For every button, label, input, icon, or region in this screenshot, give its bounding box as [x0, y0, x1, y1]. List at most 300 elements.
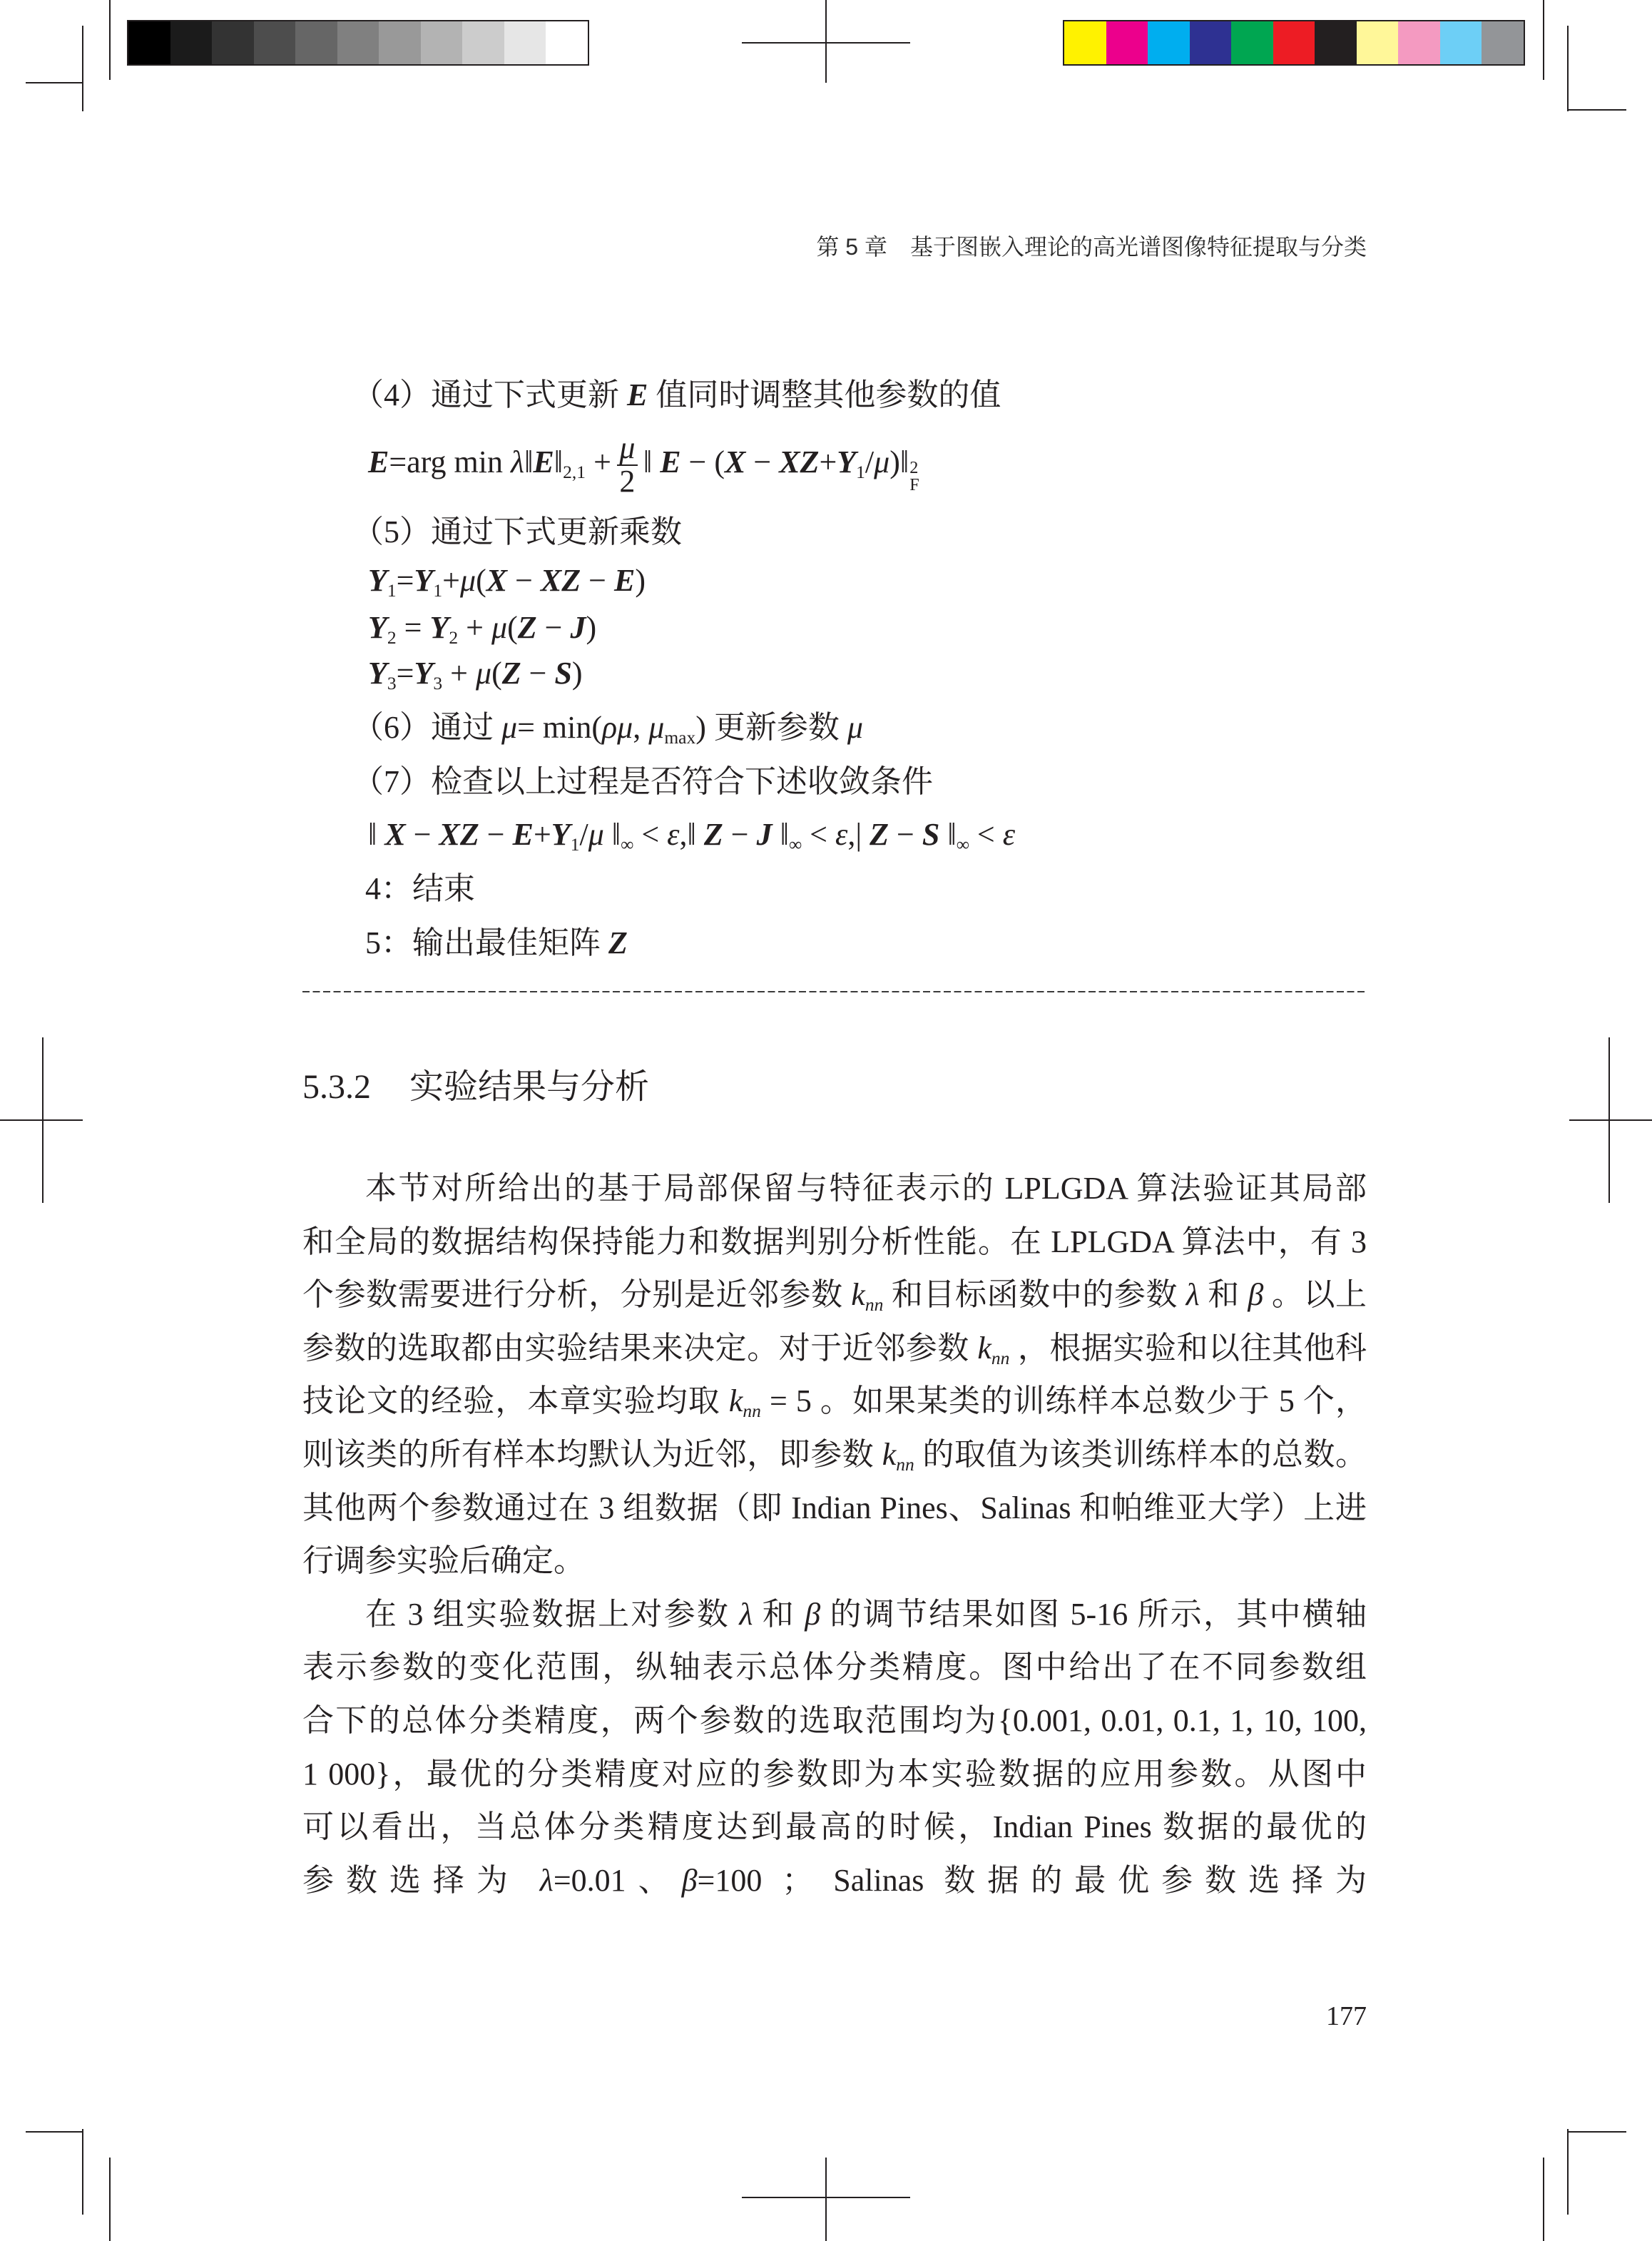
math-symbol: Y	[368, 610, 387, 645]
crop-mark-top-left	[26, 0, 110, 111]
math-variable	[728, 1383, 761, 1422]
text-run	[633, 817, 667, 852]
math-variable	[588, 817, 604, 852]
text-run	[865, 444, 874, 479]
math-variable	[554, 656, 571, 691]
text-content: ‖	[368, 817, 385, 852]
math-variable	[502, 656, 521, 691]
math-symbol: J	[756, 817, 773, 852]
text-content: 1 000}，最优的分类精度对应的参数即为本实验数据的应用参数。从图中	[302, 1757, 1367, 1792]
math-symbol: X	[725, 444, 746, 479]
text-content: ‖	[524, 444, 534, 479]
text-content: ,|	[847, 817, 870, 852]
text-content: −	[521, 656, 555, 691]
convergence-condition	[368, 808, 1015, 862]
math-symbol: XZ	[779, 444, 820, 479]
text-content: ‖	[603, 817, 621, 852]
text-content: +	[442, 563, 460, 598]
math-variable	[847, 710, 863, 745]
math-symbol: ε	[835, 817, 848, 852]
text-run	[302, 1650, 1367, 1684]
math-variable	[627, 377, 648, 412]
crop-mark-left-middle	[0, 1037, 83, 1203]
math-variable	[460, 563, 476, 598]
math-symbol: E	[368, 444, 389, 479]
grayscale-swatch	[337, 21, 379, 64]
text-content: (	[507, 610, 518, 645]
text-content: )	[586, 610, 597, 645]
text-content: +	[533, 817, 551, 852]
grayscale-swatch	[128, 21, 170, 64]
math-variable	[414, 656, 443, 694]
math-variable	[608, 925, 628, 960]
text-run	[1200, 1277, 1248, 1312]
math-symbol: k	[882, 1437, 897, 1472]
math-variable	[513, 817, 534, 852]
text-run	[397, 563, 414, 598]
math-symbol: X	[384, 817, 406, 852]
page-number: 177	[1326, 2001, 1367, 2031]
math-variable	[805, 1597, 820, 1632]
text-content: 合下的总体分类精度，两个参数的选取范围均为{0.001, 0.01, 0.1, 1, 10, 100,	[302, 1703, 1367, 1738]
math-variable	[368, 563, 397, 601]
text-run	[581, 563, 614, 598]
text-run	[889, 817, 922, 852]
math-variable	[660, 444, 680, 479]
text-run	[695, 710, 847, 745]
text-run	[507, 563, 541, 598]
math-variable	[518, 610, 537, 645]
text-run	[633, 710, 648, 745]
text-content: +	[442, 656, 476, 691]
text-run	[802, 817, 835, 852]
math-symbol: J	[570, 610, 586, 645]
text-run	[648, 377, 1001, 412]
text-content: 和目标函数中的参数	[883, 1277, 1186, 1312]
math-variable	[667, 817, 679, 852]
fraction	[617, 432, 638, 498]
subscript: max	[664, 727, 696, 748]
text-run	[302, 1224, 1367, 1259]
text-run	[302, 1757, 1367, 1792]
color-swatch	[1315, 21, 1357, 64]
math-symbol: μ	[874, 444, 890, 479]
text-run	[397, 610, 430, 645]
text-run	[302, 1809, 1367, 1844]
math-symbol: Z	[501, 656, 521, 691]
math-symbol: S	[554, 656, 572, 691]
math-symbol: λ	[1186, 1277, 1200, 1312]
text-run	[352, 514, 682, 549]
math-symbol: ρμ	[602, 710, 633, 745]
math-symbol: λ	[539, 1863, 554, 1898]
math-variable	[779, 444, 819, 479]
math-variable	[725, 444, 745, 479]
crop-mark-right-middle	[1569, 1037, 1652, 1203]
math-variable	[511, 444, 524, 479]
math-symbol: μ	[847, 710, 864, 745]
text-run	[772, 817, 802, 855]
subscript: 3	[387, 673, 397, 694]
text-content: （7）检查以上过程是否符合下述收敛条件	[352, 764, 933, 799]
math-variable	[870, 817, 889, 852]
math-symbol: μ	[588, 817, 604, 852]
text-content: −	[581, 563, 614, 598]
math-symbol: λ	[739, 1597, 753, 1632]
text-content: （4）通过下式更新	[352, 377, 627, 412]
math-symbol: μ	[501, 710, 518, 745]
text-content: ,	[633, 710, 649, 745]
math-symbol: XZ	[439, 817, 479, 852]
math-symbol: Z	[870, 817, 889, 852]
color-swatch	[1190, 21, 1232, 64]
text-run	[534, 817, 551, 852]
update-formula-e	[368, 430, 919, 499]
math-variable	[882, 1437, 914, 1475]
text-run	[586, 444, 611, 479]
math-variable	[541, 563, 581, 598]
text-run	[1009, 1331, 1367, 1366]
text-run	[302, 1383, 729, 1418]
text-run	[635, 563, 646, 598]
paragraph-2-line-3	[302, 1694, 1367, 1748]
text-content: 和	[753, 1597, 805, 1632]
math-symbol: Y	[837, 444, 857, 479]
math-variable	[648, 710, 696, 748]
math-variable	[739, 1597, 753, 1632]
text-run	[723, 817, 757, 852]
text-content: 和全局的数据结构保持能力和数据判别分析性能。在 LPLGDA 算法中，有 3	[302, 1224, 1367, 1259]
color-swatch	[1440, 21, 1482, 64]
text-run	[507, 610, 518, 645]
text-content: ‖	[554, 444, 564, 479]
text-run	[491, 656, 502, 691]
grayscale-swatch	[254, 21, 296, 64]
color-swatch	[1231, 21, 1273, 64]
text-run	[365, 871, 475, 906]
math-variable	[429, 610, 459, 649]
text-content: 可以看出，当总体分类精度达到最高的时候，Indian Pines 数据的最优的	[302, 1809, 1367, 1844]
color-swatch	[1064, 21, 1106, 64]
text-content: ,‖	[679, 817, 704, 852]
math-symbol: Y	[414, 563, 434, 598]
text-content: 的取值为该类训练样本的总数。	[914, 1437, 1367, 1472]
text-run	[537, 610, 571, 645]
crop-mark-bottom-center	[742, 2158, 910, 2241]
algorithm-step-7	[352, 755, 933, 809]
grayscale-swatch	[379, 21, 421, 64]
subscript: 2	[387, 627, 397, 649]
math-variable	[614, 563, 635, 598]
math-symbol: ε	[667, 817, 680, 852]
text-content: )‖	[889, 444, 909, 479]
subscript: ∞	[621, 834, 634, 855]
text-run	[517, 710, 602, 745]
text-content: 本节对所给出的基于局部保留与特征表示的 LPLGDA 算法验证其局部	[365, 1171, 1367, 1206]
math-symbol: E	[533, 444, 554, 479]
section-title: 实验结果与分析	[409, 1068, 650, 1106]
text-content: <	[633, 817, 668, 852]
math-variable	[533, 444, 554, 479]
subscript: nn	[743, 1401, 761, 1422]
math-symbol: Y	[414, 656, 434, 691]
text-run	[681, 444, 725, 479]
math-symbol: Y	[368, 563, 387, 598]
crop-mark-top-center	[742, 0, 910, 83]
math-symbol: XZ	[540, 563, 581, 598]
text-content: 则该类的所有样本均默认为近邻，即参数	[302, 1437, 882, 1472]
text-run	[365, 1171, 1367, 1206]
text-run	[352, 710, 501, 745]
text-content: 其他两个参数通过在 3 组数据（即 Indian Pines、Salinas 和帕维亚大学）上进	[302, 1490, 1367, 1525]
section-number: 5.3.2	[302, 1068, 371, 1106]
text-content: ‖	[772, 817, 789, 852]
text-run	[521, 656, 555, 691]
math-symbol: μ	[459, 563, 476, 598]
paragraph-1-line-8	[302, 1534, 1367, 1588]
text-run	[524, 444, 533, 479]
text-run	[680, 817, 704, 852]
text-content: 表示参数的变化范围，纵轴表示总体分类精度。图中给出了在不同参数组	[302, 1650, 1367, 1684]
math-symbol: k	[728, 1383, 743, 1418]
math-variable	[439, 817, 479, 852]
subscript: nn	[865, 1294, 884, 1316]
paragraph-1-line-2	[302, 1215, 1367, 1269]
math-symbol: E	[660, 444, 681, 479]
math-variable	[540, 1863, 554, 1898]
grayscale-swatch	[212, 21, 254, 64]
crop-mark-top-right	[1544, 0, 1626, 111]
math-symbol: λ	[511, 444, 525, 479]
math-variable	[602, 710, 633, 745]
text-run	[889, 444, 919, 495]
text-run	[554, 444, 586, 483]
grayscale-swatch	[546, 21, 588, 64]
grayscale-swatch	[462, 21, 504, 64]
math-variable	[368, 656, 397, 694]
math-variable	[874, 444, 889, 479]
text-run	[302, 1331, 977, 1366]
algorithm-end-rule	[302, 991, 1367, 992]
math-symbol: X	[486, 563, 508, 598]
paragraph-2-line-4	[302, 1747, 1367, 1802]
text-run	[698, 1863, 1367, 1898]
math-variable	[368, 610, 397, 649]
math-variable	[491, 610, 507, 645]
text-content: =	[396, 656, 414, 691]
text-content: (	[476, 563, 486, 598]
color-calibration-bar	[1064, 21, 1524, 64]
text-content: 参数选择为	[302, 1863, 540, 1898]
text-run	[479, 817, 513, 852]
math-symbol: Z	[703, 817, 723, 852]
math-variable	[977, 1331, 1010, 1369]
math-symbol: S	[922, 817, 940, 852]
text-content: 。以上	[1263, 1277, 1367, 1312]
fraction-denominator: 2	[619, 463, 636, 499]
math-variable	[1186, 1277, 1200, 1312]
text-content: −	[507, 563, 541, 598]
subscript: nn	[896, 1454, 914, 1475]
grayscale-swatch	[421, 21, 463, 64]
algorithm-step-6	[352, 701, 863, 755]
text-run	[365, 1597, 739, 1632]
math-variable	[551, 817, 580, 855]
math-variable	[851, 1277, 884, 1316]
color-swatch	[1482, 21, 1524, 64]
text-run	[476, 563, 486, 598]
text-run	[603, 817, 634, 855]
text-content: 的调节结果如图 5-16 所示，其中横轴	[820, 1597, 1367, 1632]
text-content: =arg min	[389, 444, 511, 479]
paragraph-2-line-5	[302, 1800, 1367, 1854]
paragraph-2-line-2	[302, 1640, 1367, 1694]
text-content: <	[802, 817, 835, 852]
math-symbol: ε	[1002, 817, 1016, 852]
text-content: ‖	[643, 444, 661, 479]
text-run	[302, 1543, 585, 1578]
color-swatch	[1357, 21, 1399, 64]
text-content: 行调参实验后确定。	[302, 1543, 585, 1578]
math-variable	[757, 817, 773, 852]
subscript: nn	[991, 1348, 1010, 1369]
subscript: F	[909, 475, 919, 495]
math-variable	[414, 563, 443, 601]
text-content: =	[396, 610, 430, 645]
text-content: 在 3 组实验数据上对参数	[365, 1597, 740, 1632]
section-heading	[302, 1063, 649, 1112]
grayscale-swatch	[504, 21, 546, 64]
text-content: 5：输出最佳矩阵	[365, 925, 608, 960]
subscript: 1	[570, 834, 580, 855]
text-run	[365, 925, 608, 960]
math-variable	[837, 444, 865, 483]
grayscale-swatch	[295, 21, 337, 64]
text-content: = 5 。如果某类的训练样本总数少于 5 个，	[760, 1383, 1367, 1418]
math-symbol: μ	[475, 656, 492, 691]
superscript: 2	[909, 458, 919, 478]
paragraph-2-line-1	[302, 1587, 1367, 1642]
text-run	[586, 610, 596, 645]
math-symbol: E	[512, 817, 534, 852]
running-head: 第 5 章 基于图嵌入理论的高光谱图像特征提取与分类	[816, 234, 1367, 260]
text-content: 参数的选取都由实验结果来决定。对于近邻参数	[302, 1331, 978, 1366]
text-run	[302, 1277, 851, 1312]
math-variable	[922, 817, 939, 852]
text-content: +	[819, 444, 837, 479]
math-symbol: k	[851, 1277, 865, 1312]
subscript: ∞	[788, 834, 802, 855]
text-run	[753, 1597, 805, 1632]
algorithm-step-4	[352, 368, 1001, 422]
text-run	[352, 764, 933, 799]
text-run	[406, 817, 439, 852]
subscript: 1	[856, 462, 865, 483]
math-symbol: β	[1248, 1277, 1264, 1312]
text-content: −	[479, 817, 513, 852]
text-content: （6）通过	[352, 710, 501, 745]
text-run	[302, 1863, 540, 1898]
math-symbol: μ	[491, 610, 508, 645]
text-content: − (	[680, 444, 725, 479]
paragraph-2-line-6	[302, 1854, 1367, 1908]
math-variable	[486, 563, 507, 598]
math-variable	[501, 710, 517, 745]
algorithm-step-5	[352, 505, 682, 559]
text-run	[969, 817, 1003, 852]
text-run	[442, 563, 460, 598]
subscript: 2,1	[563, 462, 586, 483]
text-content: )	[635, 563, 646, 598]
math-variable	[682, 1863, 698, 1898]
crop-mark-bottom-left	[26, 2129, 110, 2241]
math-variable	[384, 817, 405, 852]
color-swatch	[1398, 21, 1440, 64]
math-symbol: Z	[517, 610, 537, 645]
text-run	[820, 1597, 1367, 1632]
text-content: ‖	[939, 817, 957, 852]
crop-mark-bottom-right	[1544, 2129, 1626, 2241]
math-symbol: k	[977, 1331, 991, 1366]
math-variable	[704, 817, 723, 852]
text-content: /	[865, 444, 875, 479]
text-content: +	[458, 610, 491, 645]
text-run	[458, 610, 491, 645]
text-content: （5）通过下式更新乘数	[352, 514, 682, 549]
text-content: −	[405, 817, 439, 852]
text-content: −	[536, 610, 571, 645]
subscript: 1	[387, 580, 397, 601]
text-run	[761, 1383, 1367, 1418]
text-content: ，根据实验和以往其他科	[1009, 1331, 1367, 1366]
grayscale-calibration-bar	[128, 21, 588, 64]
math-symbol: Y	[368, 656, 387, 691]
color-swatch	[1106, 21, 1148, 64]
math-symbol: β	[805, 1597, 821, 1632]
math-variable	[1248, 1277, 1263, 1312]
text-content: <	[969, 817, 1003, 852]
algorithm-end-step	[365, 862, 475, 916]
text-run	[352, 377, 627, 412]
text-run	[847, 817, 870, 852]
text-run	[572, 656, 583, 691]
text-run	[883, 1277, 1186, 1312]
text-content: −	[723, 817, 757, 852]
math-symbol: E	[627, 377, 648, 412]
color-swatch	[1273, 21, 1315, 64]
text-content: = min(	[517, 710, 603, 745]
text-content: =100 ； Salinas 数据的最优参数选择为	[697, 1863, 1367, 1898]
text-run	[914, 1437, 1367, 1472]
text-run	[368, 817, 384, 852]
text-content: ) 更新参数	[695, 710, 847, 745]
algorithm-output-step	[365, 916, 628, 970]
text-run	[1263, 1277, 1367, 1312]
text-content: (	[491, 656, 502, 691]
text-content: 技论文的经验，本章实验均取	[302, 1383, 729, 1418]
grayscale-swatch	[170, 21, 213, 64]
text-run	[579, 817, 588, 852]
math-variable	[835, 817, 847, 852]
text-content: −	[889, 817, 922, 852]
text-content: )	[571, 656, 583, 691]
math-variable	[476, 656, 491, 691]
text-content: =0.01、	[553, 1863, 682, 1898]
text-run	[302, 1703, 1367, 1738]
math-variable	[368, 444, 389, 479]
math-variable	[1003, 817, 1015, 852]
text-content: 个参数需要进行分析，分别是近邻参数	[302, 1277, 852, 1312]
